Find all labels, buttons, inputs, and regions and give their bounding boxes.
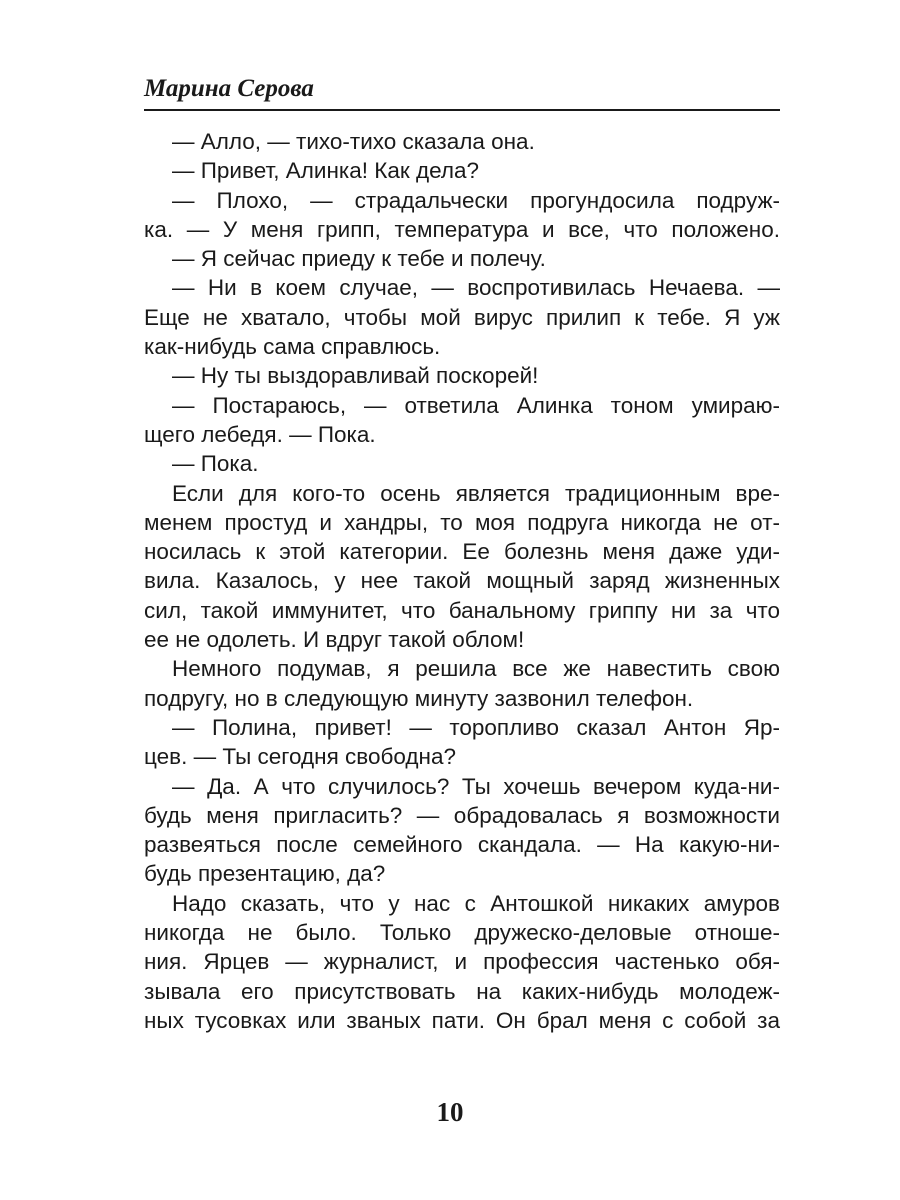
text-line: менем простуд и хандры, то моя подруга никогда не от- <box>144 509 780 535</box>
text-line: никогда не было. Только дружеско-деловые отноше- <box>144 920 780 946</box>
text-line: — Привет, Алинка! Как дела? <box>172 158 480 184</box>
text-line: — Постараюсь, — ответила Алинка тоном умираю- <box>172 392 780 418</box>
header-rule <box>144 109 780 111</box>
body-text <box>144 127 780 1035</box>
page-number: 10 <box>436 1097 464 1127</box>
text-line: — Я сейчас приеду к тебе и полечу. <box>172 246 546 272</box>
text-line: ее не одолеть. И вдруг такой облом! <box>144 627 525 653</box>
text-line: — Ну ты выздоравливай поскорей! <box>172 363 539 389</box>
text-line: вила. Казалось, у нее такой мощный заряд жизненных <box>144 568 780 594</box>
running-head-author: Марина Серова <box>144 75 314 102</box>
text-line: Надо сказать, что у нас с Антошкой никаких амуров <box>172 890 780 916</box>
text-line: щего лебедя. — Пока. <box>144 421 376 447</box>
text-line: развеяться после семейного скандала. — На какую-ни- <box>144 832 780 858</box>
text-line: будь меня пригласить? — обрадовалась я возможности <box>144 802 780 828</box>
text-line: ния. Ярцев — журналист, и профессия частенько обя- <box>144 949 780 975</box>
text-line: подругу, но в следующую минуту зазвонил телефон. <box>144 685 694 711</box>
text-line: как-нибудь сама справлюсь. <box>144 334 441 360</box>
text-line: Немного подумав, я решила все же навестить свою <box>172 656 780 682</box>
text-line: — Пока. <box>172 451 259 477</box>
text-line: — Ни в коем случае, — воспротивилась Нечаева. — <box>172 275 780 301</box>
text-line: — Полина, привет! — торопливо сказал Антон Яр- <box>172 714 780 740</box>
text-line: — Да. А что случилось? Ты хочешь вечером куда-ни- <box>172 773 780 799</box>
text-line: сил, такой иммунитет, что банальному гриппу ни за что <box>144 597 780 623</box>
text-line: ных тусовках или званых пати. Он брал меня с собой за <box>144 1007 780 1033</box>
text-line: будь презентацию, да? <box>144 861 386 887</box>
text-line: носилась к этой категории. Ее болезнь меня даже уди- <box>144 539 780 565</box>
text-line: ка. — У меня грипп, температура и все, что положено. <box>144 216 780 242</box>
text-line: цев. — Ты сегодня свободна? <box>144 744 456 770</box>
text-line: зывала его присутствовать на каких-нибудь молодеж- <box>144 978 780 1004</box>
text-line: Если для кого-то осень является традиционным вре- <box>172 480 780 506</box>
text-line: Еще не хватало, чтобы мой вирус прилип к тебе. Я уж <box>144 304 780 330</box>
text-line: — Алло, — тихо-тихо сказала она. <box>172 129 535 154</box>
text-line: — Плохо, — страдальчески прогундосила подруж- <box>172 187 780 213</box>
